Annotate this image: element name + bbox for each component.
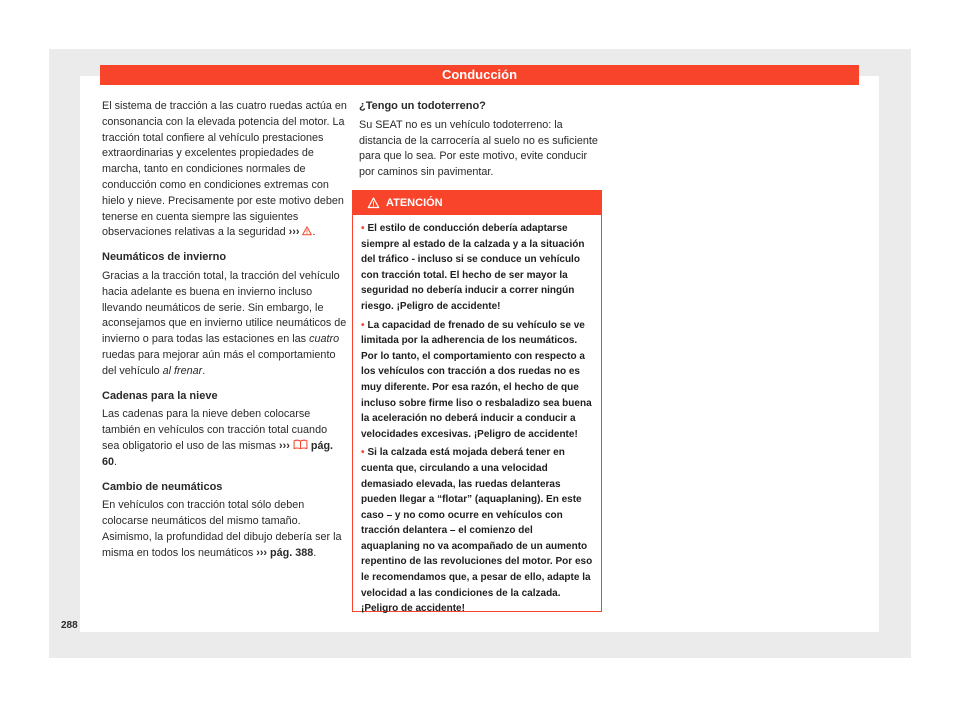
book-icon [293,439,308,450]
tyre-change-paragraph [102,498,347,561]
bullet: • [361,319,365,331]
winter-italic-a: cuatro [309,333,340,346]
snow-chains-text: Las cadenas para la nieve deben colocarse también en vehículos con tracción total cuando sea obligatorio el uso de las mismas [102,408,328,452]
snow-chains-paragraph [102,407,347,470]
tyre-change-text: En vehículos con tracción total sólo deben colocarse neumáticos del mismo tamaño. Asimismo, la profundidad del dibujo debería ser la misma en todos los neumáticos [102,499,342,559]
section-heading-offroad: ¿Tengo un todoterreno? [359,100,486,112]
warning-box [352,190,602,615]
warning-item-text: La capacidad de frenado de su vehículo se ve limitada por la adherencia de los neumáticos. Por lo tanto, el comportamiento con respecto a los vehículos con tracción a dos ruedas no es muy diferente. Por esa razón, el hecho de que incluso sobre firme liso o resbaladizo sea buena la aceleración no deberá inducir a conducir a velocidades excesivas. ¡Peligro de accidente! [361,319,592,440]
warning-header [353,191,601,215]
warning-item [361,318,593,443]
winter-text-c: . [202,364,206,377]
snow-chains-page-ref[interactable]: pág. 60 [102,439,334,468]
warning-item [361,445,593,617]
warning-item [361,221,593,315]
bullet: • [361,223,365,234]
intro-ref-arrow[interactable]: ››› [288,226,300,239]
intro-text: El sistema de tracción a las cuatro ruedas actúa en consonancia con la elevada potencia del motor. La tracción total confiere al vehículo prestaciones extraordinarias y excelentes propiedades de marcha, tanto en condiciones normales de conducción como en condiciones extremas con hielo y nieve. Precisamente por este motivo deben tenerse en cuenta siempre las siguientes observaciones relativas a la seguridad [102,100,347,239]
warning-body [353,215,601,617]
chapter-header: Conducción [100,65,859,85]
snow-chains-ref-arrow[interactable]: ››› [279,439,290,452]
page-number: 288 [61,620,78,631]
tyre-change-page-ref[interactable]: ››› pág. 388 [256,546,314,559]
warning-title: ATENCIÓN [386,197,443,209]
warning-item-text: Si la calzada está mojada deberá tener en cuenta que, circulando a una velocidad demasiado elevada, las ruedas delanteras pueden llegar a “flotar” (aquaplaning). En este caso – y no como ocurre en vehículos con tracción delantera – el comienzo del aquaplaning no va acompañado de un aumento repentino de las revoluciones del motor. Por eso le recomendamos que, a pesar de ello, adapte la velocidad a las condiciones de la calzada. ¡Peligro de accidente! [361,447,593,615]
section-heading-tyre-change: Cambio de neumáticos [102,480,223,493]
section-heading-winter-tyres: Neumáticos de invierno [102,251,227,264]
bullet: • [361,447,365,459]
intro-end: . [312,226,316,239]
warning-triangle-icon [367,197,380,209]
warning-triangle-icon [302,226,312,236]
intro-paragraph [102,99,347,241]
section-heading-snow-chains: Cadenas para la nieve [102,389,218,402]
winter-text-a: Gracias a la tracción total, la tracción del vehículo hacia adelante es buena en invierno incluso llevando neumáticos de serie. Sin embargo, le aconsejamos que en invierno utilice neumáticos de invierno o para todas las estaciones en las [102,269,347,346]
warning-item-text: El estilo de conducción debería adaptarse siempre al estado de la calzada y a la situación del tráfico - incluso si se conduce un vehículo con tracción total. El hecho de ser mayor la seguridad no debería inducir a correr ningún riesgo. ¡Peligro de accidente! [361,223,585,312]
offroad-paragraph: Su SEAT no es un vehículo todoterreno: la distancia de la carrocería al suelo no es suficiente para que lo sea. Por este motivo, evite conducir por caminos sin pavimentar. [359,118,598,179]
right-column [359,99,602,190]
tyre-change-end: . [313,546,317,559]
left-column [102,99,347,571]
winter-tyres-paragraph [102,269,347,380]
winter-text-b: ruedas para mejorar aún más el comportamiento del vehículo [102,348,336,377]
snow-chains-end: . [114,455,118,468]
winter-italic-b: al frenar [162,364,203,377]
